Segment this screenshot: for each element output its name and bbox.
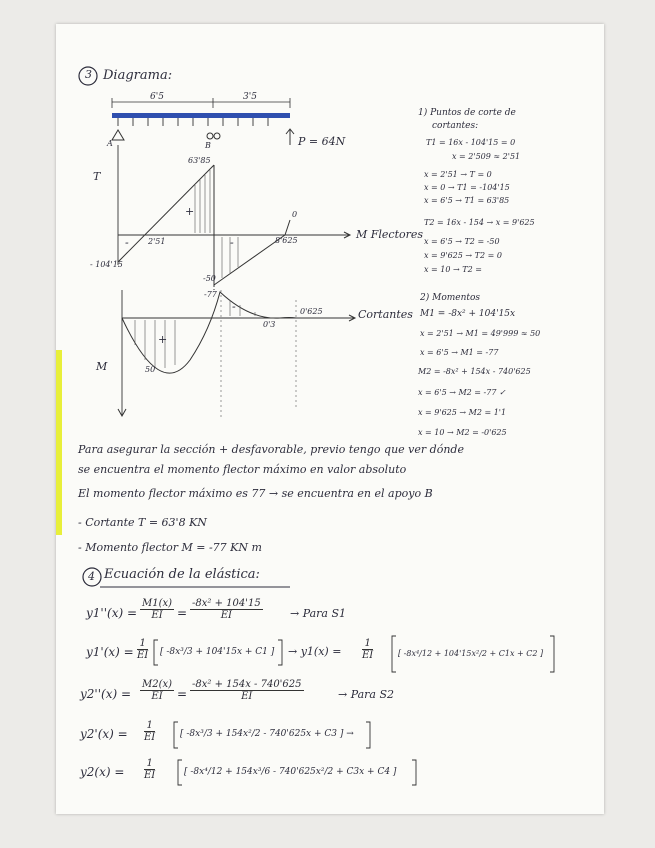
eq5-pre-num: 1 xyxy=(146,758,153,769)
eq3-frac-1 xyxy=(140,679,174,702)
moment-line-6: x = 10 → M2 = -0'625 xyxy=(418,428,507,437)
eq1-frac-2-num: -8x² + 104'15 xyxy=(192,598,261,609)
eq2-prefactor xyxy=(137,638,148,661)
shear-bottom-left: - 104'15 xyxy=(90,260,123,269)
eq2-pre-den: EI xyxy=(137,650,149,661)
dim-right-label: 3'5 xyxy=(243,92,257,102)
eq1-frac-2-den: EI xyxy=(220,610,232,621)
result-moment: - Momento flector M = -77 KN m xyxy=(78,541,262,554)
eq3-lhs: y2''(x) = xyxy=(80,687,132,701)
shear-minus-left: - xyxy=(125,236,129,249)
moment-line-3: M2 = -8x² + 154x - 740'625 xyxy=(418,367,531,376)
moment-plus-sign: + xyxy=(158,333,168,346)
note-line-8: x = 10 → T2 = xyxy=(424,265,482,274)
note-line-1: x = 2'509 ≈ 2'51 xyxy=(452,152,521,161)
eq3-frac-1-den: EI xyxy=(151,691,163,702)
moment-line-5: x = 9'625 → M2 = 1'1 xyxy=(418,408,507,417)
eq1-lhs: y1''(x) = xyxy=(86,606,138,620)
shear-diagram-label: M Flectores xyxy=(356,228,424,241)
shear-axis-label: T xyxy=(93,170,101,183)
eq2-body: [ -8x³/3 + 104'15x + C1 ] xyxy=(160,647,275,657)
moment-line-0: M1 = -8x² + 104'15x xyxy=(420,309,516,319)
distributed-load-arrows xyxy=(118,118,268,126)
moment-line-1: x = 2'51 → M1 = 49'999 ≈ 50 xyxy=(420,329,541,338)
eq2-body-2: [ -8x⁴/12 + 104'15x²/2 + C1x + C2 ] xyxy=(398,649,544,658)
moment-hatching xyxy=(135,300,255,368)
eq1-frac-1 xyxy=(140,598,174,621)
section-4-title: Ecuación de la elástica: xyxy=(104,567,260,582)
moment-curve xyxy=(122,292,296,373)
paragraph-line-2: El momento flector máximo es 77 → se encuentra en el apoyo B xyxy=(78,487,433,500)
eq5-lhs: y2(x) = xyxy=(80,765,125,779)
eq3-equals: = xyxy=(177,687,188,701)
support-a-icon xyxy=(112,130,124,140)
shear-minus-mid: - xyxy=(230,236,234,249)
eq2-pre2-num: 1 xyxy=(364,638,371,649)
note-line-0: T1 = 16x - 104'15 = 0 xyxy=(426,138,516,147)
shear-root-2: 8'625 xyxy=(275,236,298,245)
section-3-number: 3 xyxy=(85,68,92,81)
moment-end-value: 0'625 xyxy=(300,307,323,316)
notes-title: 1) Puntos de corte de xyxy=(418,108,516,118)
moment-axis-label: M xyxy=(96,360,108,373)
moment-line-4: x = 6'5 → M2 = -77 ✓ xyxy=(418,388,506,397)
note-line-7: x = 9'625 → T2 = 0 xyxy=(424,251,502,260)
eq3-frac-2-num: -8x² + 154x - 740'625 xyxy=(192,679,302,690)
moment-minus-sign: - xyxy=(232,300,236,313)
eq1-tail: → Para S1 xyxy=(290,607,347,620)
eq4-pre-den: EI xyxy=(144,732,156,743)
shear-bottom-mid: -50 xyxy=(203,274,216,283)
note-line-6: x = 6'5 → T2 = -50 xyxy=(424,237,500,246)
note-line-2: x = 2'51 → T = 0 xyxy=(424,170,492,179)
note-line-3: x = 0 → T1 = -104'15 xyxy=(424,183,510,192)
eq1-frac-1-den: EI xyxy=(151,610,163,621)
shear-zero: 0 xyxy=(292,210,298,219)
moment-line-2: x = 6'5 → M1 = -77 xyxy=(420,348,499,357)
eq3-frac-2 xyxy=(190,679,304,702)
support-b-label: B xyxy=(205,141,211,150)
eq3-frac-1-num: M2(x) xyxy=(142,679,173,690)
eq4-lhs: y2'(x) = xyxy=(80,727,128,741)
moments-title: 2) Momentos xyxy=(420,293,481,303)
eq3-frac-2-den: EI xyxy=(241,691,253,702)
note-line-4: x = 6'5 → T1 = 63'85 xyxy=(424,196,510,205)
paragraph-line-0: Para asegurar la sección + desfavorable, previo tengo que ver dónde xyxy=(78,443,464,456)
moment-min-value: 50 xyxy=(145,365,156,374)
eq1-equals: = xyxy=(177,606,188,620)
shear-top-value: 63'85 xyxy=(188,156,211,165)
eq2-mid: → y1(x) = xyxy=(288,645,342,658)
eq5-body: [ -8x⁴/12 + 154x³/6 - 740'625x²/2 + C3x + C4 ] xyxy=(184,767,397,777)
dim-left-label: 6'5 xyxy=(150,92,164,102)
section-3-title: Diagrama: xyxy=(103,68,173,83)
eq4-prefactor xyxy=(144,720,155,743)
paragraph-line-1: se encuentra el momento flector máximo en valor absoluto xyxy=(78,463,407,476)
eq2-pre2-den: EI xyxy=(362,650,374,661)
eq4-body: [ -8x³/3 + 154x²/2 - 740'625x + C3 ] → xyxy=(180,729,354,739)
shear-line-1 xyxy=(118,165,214,262)
moment-diagram-label: Cortantes xyxy=(358,308,413,321)
eq2-lhs: y1'(x) = xyxy=(86,645,134,659)
eq3-tail: → Para S2 xyxy=(338,688,395,701)
eq1-frac-2 xyxy=(190,598,263,621)
eq2-prefactor-2 xyxy=(362,638,373,661)
eq2-pre-num: 1 xyxy=(139,638,146,649)
beam xyxy=(112,113,290,118)
note-line-5: T2 = 16x - 154 → x = 9'625 xyxy=(424,218,535,227)
point-load-label: P = 64N xyxy=(298,135,346,148)
eq4-pre-num: 1 xyxy=(146,720,153,731)
notes-title-2: cortantes: xyxy=(432,121,479,131)
shear-hatching xyxy=(195,170,238,278)
moment-top-value: -77 xyxy=(204,290,217,299)
shear-root-1: 2'51 xyxy=(148,237,166,246)
eq1-frac-1-num: M1(x) xyxy=(142,598,173,609)
result-shear: - Cortante T = 63'8 KN xyxy=(78,516,207,529)
support-a-label: A xyxy=(107,139,113,148)
eq5-prefactor xyxy=(144,758,155,781)
moment-mark: 0'3 xyxy=(263,320,276,329)
shear-plus-sign: + xyxy=(185,205,195,218)
eq5-pre-den: EI xyxy=(144,770,156,781)
section-4-number: 4 xyxy=(88,570,95,583)
support-b-icon xyxy=(207,133,213,139)
